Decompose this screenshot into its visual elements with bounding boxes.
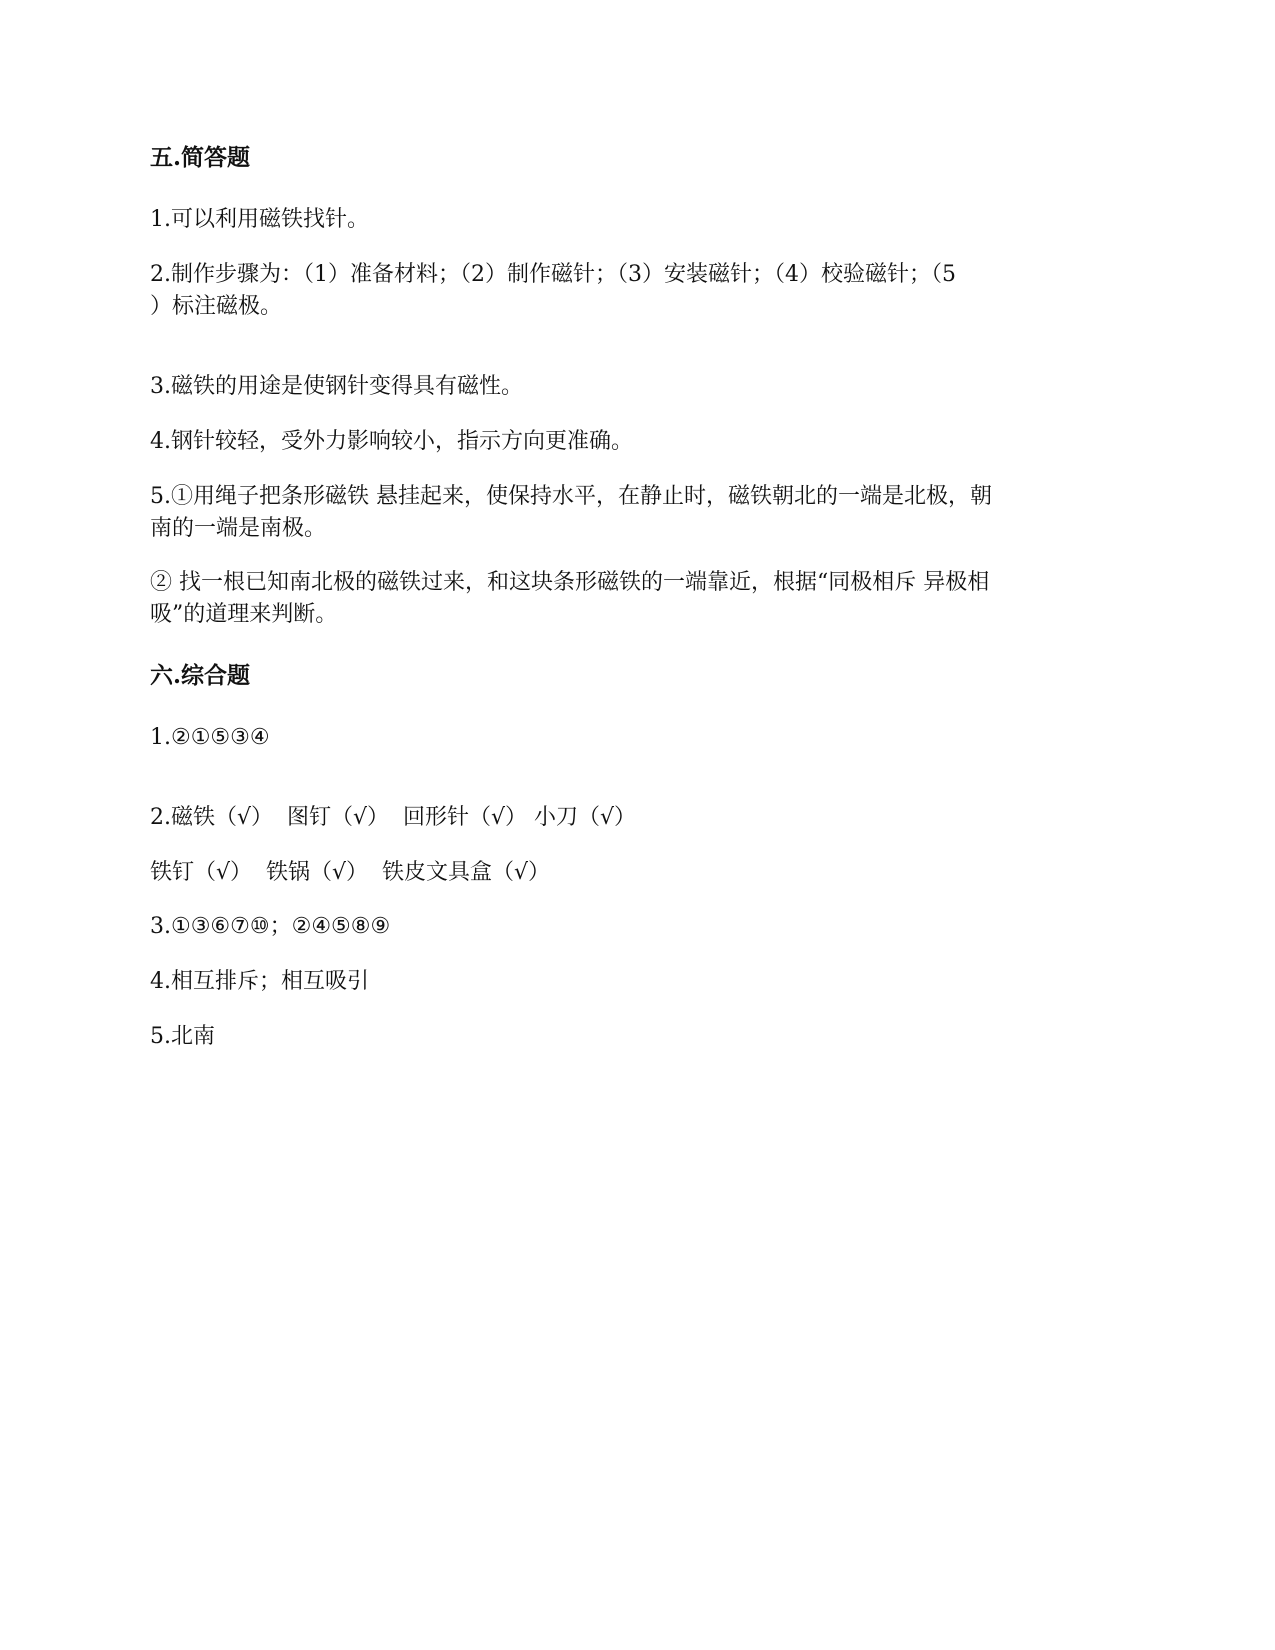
section-heading-comprehensive: 六.综合题	[150, 662, 251, 689]
answer-6-4: 4.相互排斥；相互吸引	[150, 969, 369, 994]
section-heading-short-answer: 五.简答题	[150, 144, 251, 171]
answer-5-1: 1.可以利用磁铁找针。	[150, 207, 369, 232]
answer-6-1: 1.②①⑤③④	[150, 725, 270, 750]
answer-5-5: 5.①用绳子把条形磁铁 悬挂起来，使保持水平，在静止时，磁铁朝北的一端是北极，朝 南的一端是南极。	[150, 484, 992, 541]
answer-6-2: 2.磁铁（√） 图钉（√） 回形针（√） 小刀（√）	[150, 805, 637, 830]
answer-5-4: 4.钢针较轻，受外力影响较小，指示方向更准确。	[150, 429, 633, 454]
answer-5-5-part2: ② 找一根已知南北极的磁铁过来，和这块条形磁铁的一端靠近，根据“同极相斥 异极相 吸”的道理来判断。	[150, 570, 990, 627]
answer-6-2-line2: 铁钉（√） 铁锅（√） 铁皮文具盒（√）	[150, 860, 551, 885]
answer-5-3: 3.磁铁的用途是使钢针变得具有磁性。	[150, 374, 523, 399]
answer-6-3: 3.①③⑥⑦⑩；②④⑤⑧⑨	[150, 914, 391, 939]
answer-5-2: 2.制作步骤为：（1）准备材料；（2）制作磁针；（3）安装磁针；（4）校验磁针；（5 ）标注磁极。	[150, 262, 956, 319]
answer-6-5: 5.北南	[150, 1024, 215, 1049]
